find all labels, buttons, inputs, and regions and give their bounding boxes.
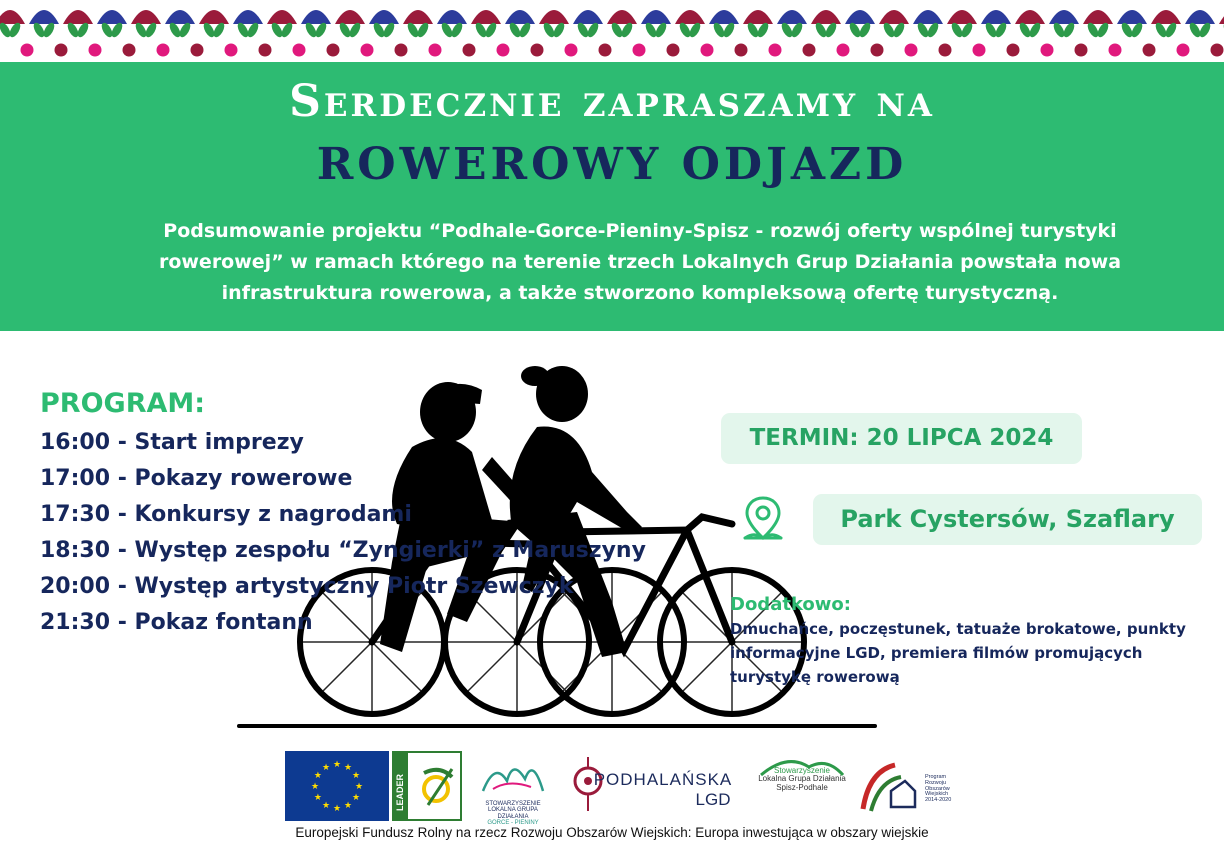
- program-item: 20:00 - Występ artystyczny Piotr Szewczyk: [40, 574, 574, 599]
- ornament-arch: [471, 10, 501, 24]
- ornament-arch: [267, 10, 297, 24]
- ornament-dot: [191, 44, 204, 57]
- ornament-arch: [1049, 10, 1079, 24]
- ornament-arch: [675, 10, 705, 24]
- eu-star-icon: ★: [321, 801, 331, 812]
- podhale-sub: LGD: [695, 790, 731, 809]
- ornament-arch: [301, 10, 331, 24]
- prow-line-4: Wiejskich: [925, 791, 949, 798]
- title-line-1: Serdecznie zapraszamy na: [289, 76, 935, 127]
- ornament-dot: [905, 44, 918, 57]
- location-pin-icon: [741, 494, 785, 546]
- intro-text: Podsumowanie projektu “Podhale-Gorce-Pieniny-Spisz - rozwój oferty wspólnej turystyki rowerowej” w ramach którego na terenie trzech Lokalnych Grup Działania powstała nowa infrastruktura rowerowa, a także stworzono kompleksową ofertę turystyczną.: [158, 220, 1122, 304]
- extra-title: Dodatkowo:: [730, 594, 851, 615]
- eu-star-icon: ★: [352, 771, 361, 781]
- eu-star-icon: ★: [332, 760, 342, 770]
- eu-star-icon: ★: [352, 793, 361, 803]
- ornament-arch: [97, 10, 127, 24]
- ornament-dot: [395, 44, 408, 57]
- ornament-dot: [735, 44, 748, 57]
- ornament-dot: [1211, 44, 1224, 57]
- ornament-dot: [1109, 44, 1122, 57]
- folk-ornament-border: [0, 0, 1224, 62]
- ornament-arch: [641, 10, 671, 24]
- leader-label: LEADER: [395, 773, 405, 811]
- eu-star-icon: ★: [343, 801, 353, 812]
- ornament-arch: [947, 10, 977, 24]
- ornament-arch: [539, 10, 569, 24]
- ornament-arch: [777, 10, 807, 24]
- ornament-arch: [403, 10, 433, 24]
- ornament-dot: [667, 44, 680, 57]
- eu-flag-logo: [285, 751, 389, 821]
- event-date-badge: TERMIN: 20 LIPCA 2024: [721, 413, 1082, 464]
- prow-years: 2014-2020: [925, 797, 952, 804]
- prow-line-2: Rozwoju: [925, 779, 947, 786]
- spisz-line-2: Lokalna Grupa Działania: [758, 774, 846, 784]
- header-banner: [0, 0, 1224, 331]
- ornament-dot: [361, 44, 374, 57]
- eu-star-icon: ★: [332, 804, 342, 814]
- sponsor-logos: [285, 751, 965, 827]
- leader-logo: [392, 751, 462, 821]
- ornament-dot: [1177, 44, 1190, 57]
- ornament-dot: [327, 44, 340, 57]
- ornament-arch: [131, 10, 161, 24]
- ornament-arch: [437, 10, 467, 24]
- spisz-line-3: Spisz-Podhale: [776, 782, 828, 792]
- program-section: [40, 388, 646, 641]
- ornament-arch: [913, 10, 943, 24]
- ornament-arch: [1083, 10, 1113, 24]
- ornament-dot: [293, 44, 306, 57]
- spisz-line-1: Stowarzyszenie: [773, 766, 831, 775]
- ornament-dot: [1041, 44, 1054, 57]
- eu-star-icon: ★: [354, 782, 364, 792]
- ornament-arch: [573, 10, 603, 24]
- gorce-name: GORCE - PIENINY: [487, 819, 539, 826]
- ornament-dot: [837, 44, 850, 57]
- ornament-arch: [335, 10, 365, 24]
- prow-line-1: Program: [925, 774, 947, 780]
- ornament-arch: [1219, 10, 1224, 24]
- ornament-dot: [157, 44, 170, 57]
- podhale-main: PODHALAŃSKA: [593, 770, 733, 789]
- ornament-arch: [607, 10, 637, 24]
- ornament-dot: [429, 44, 442, 57]
- ornament-arch: [743, 10, 773, 24]
- footer-caption: Europejski Fundusz Rolny na rzecz Rozwoju Obszarów Wiejskich: Europa inwestująca w obszary wiejskie: [295, 825, 929, 840]
- eu-star-icon: ★: [313, 793, 322, 803]
- program-item: 17:30 - Konkursy z nagrodami: [40, 502, 412, 527]
- gorce-sub: LOKALNA GRUPA DZIAŁANIA: [488, 807, 538, 820]
- prow-logo: [855, 751, 921, 823]
- program-item: 16:00 - Start imprezy: [40, 430, 304, 455]
- ornament-arch: [505, 10, 535, 24]
- ornament-dot: [55, 44, 68, 57]
- eu-star-icon: ★: [310, 782, 320, 792]
- ornament-dot: [599, 44, 612, 57]
- ornament-dot: [701, 44, 714, 57]
- title-line-2: ROWEROWY ODJAZD: [316, 139, 908, 190]
- ornament-dot: [123, 44, 136, 57]
- ornament-dot: [565, 44, 578, 57]
- program-title: PROGRAM:: [40, 388, 206, 419]
- ornament-arch: [1015, 10, 1045, 24]
- ornament-arch: [233, 10, 263, 24]
- ornament-dot: [633, 44, 646, 57]
- ornament-arch: [811, 10, 841, 24]
- prow-line-3: Obszarów: [925, 785, 950, 792]
- eu-star-icon: ★: [313, 771, 322, 781]
- event-venue-badge: Park Cystersów, Szaflary: [813, 494, 1202, 545]
- ornament-dot: [21, 44, 34, 57]
- ornament-dot: [1075, 44, 1088, 57]
- ornament-dot: [225, 44, 238, 57]
- ornament-dot: [497, 44, 510, 57]
- gorce-title: STOWARZYSZENIE: [485, 801, 541, 807]
- ornament-dot: [769, 44, 782, 57]
- ornament-arch: [845, 10, 875, 24]
- ornament-dot: [531, 44, 544, 57]
- program-item: 17:00 - Pokazy rowerowe: [40, 466, 353, 491]
- ornament-dot: [259, 44, 272, 57]
- ornament-arch: [165, 10, 195, 24]
- ornament-dot: [1007, 44, 1020, 57]
- ornament-arch: [1151, 10, 1181, 24]
- ornament-dot: [871, 44, 884, 57]
- eu-star-icon: ★: [321, 762, 331, 773]
- ornament-arch: [879, 10, 909, 24]
- ornament-arch: [709, 10, 739, 24]
- ornament-arch: [981, 10, 1011, 24]
- ornament-arch: [369, 10, 399, 24]
- ornament-dot: [89, 44, 102, 57]
- eu-star-icon: ★: [343, 762, 353, 773]
- ornament-arch: [29, 10, 59, 24]
- ornament-dot: [463, 44, 476, 57]
- ornament-arch: [1185, 10, 1215, 24]
- extra-attractions: [730, 592, 1200, 689]
- extra-text: Dmuchańce, poczęstunek, tatuaże brokatowe, punkty informacyjne LGD, premiera filmów promujących turystykę rowerową: [730, 620, 1186, 686]
- ornament-arch: [1117, 10, 1147, 24]
- ornament-dot: [1143, 44, 1156, 57]
- program-item: 21:30 - Pokaz fontann: [40, 610, 313, 635]
- ornament-dot: [803, 44, 816, 57]
- ornament-arch: [199, 10, 229, 24]
- program-item: 18:30 - Występ zespołu “Zyngierki” z Maruszyny: [40, 538, 646, 563]
- ornament-arch: [63, 10, 93, 24]
- ornament-dot: [939, 44, 952, 57]
- ornament-dot: [973, 44, 986, 57]
- ornament-arch: [0, 10, 25, 24]
